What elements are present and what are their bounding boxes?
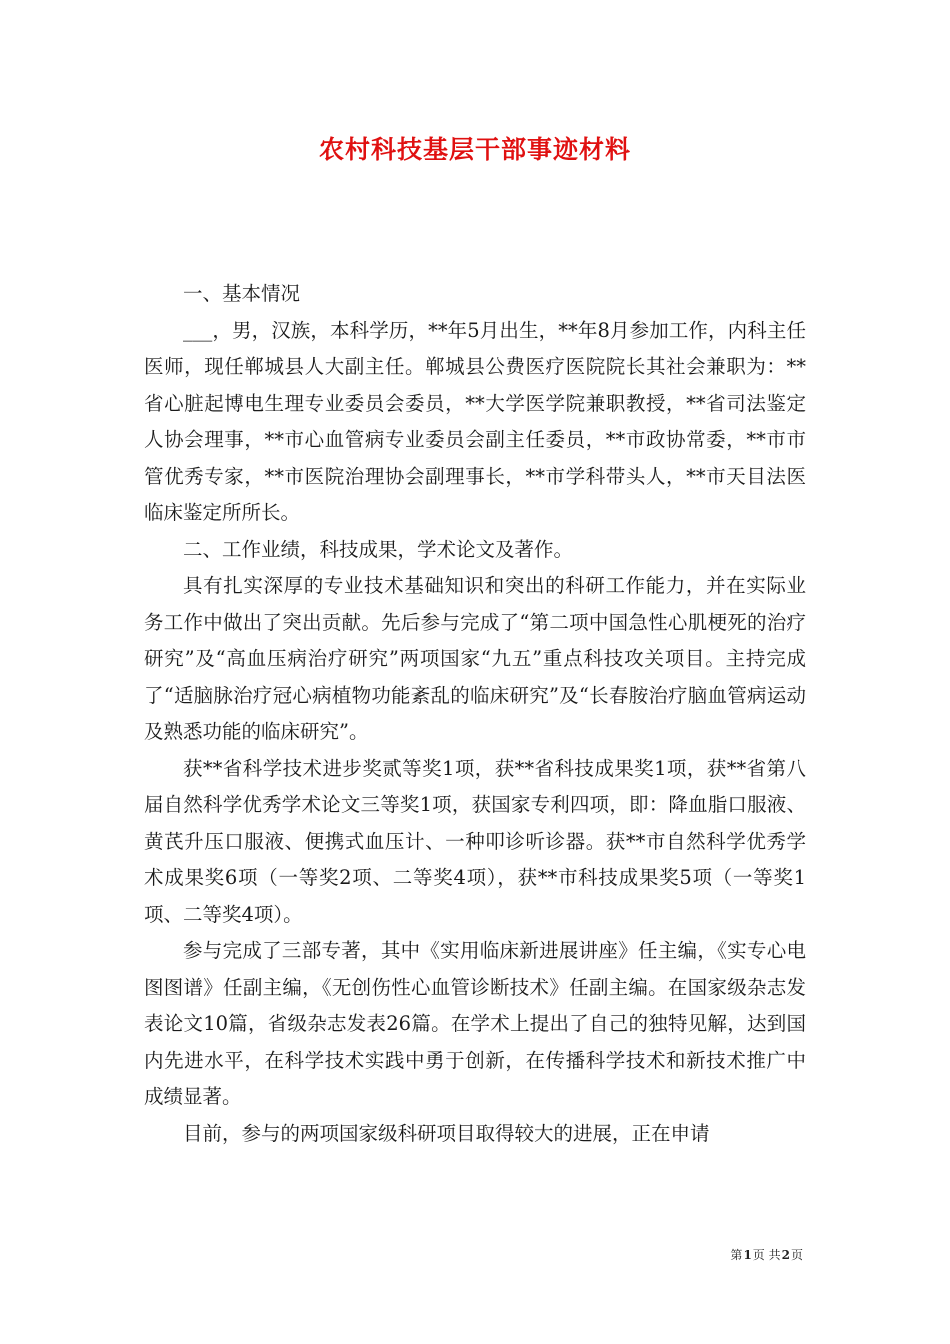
document-body	[144, 276, 806, 1152]
paragraph-publications: 参与完成了三部专著，其中《实用临床新进展讲座》任主编，《实专心电图图谱》任副主编，《无创伤性心血管诊断技术》任副主编。在国家级杂志发表论文10篇，省级杂志发表26篇。在学术上提出了自己的独特见解，达到国内先进水平，在科学技术实践中勇于创新，在传播科学技术和新技术推广中成绩显著。	[144, 939, 806, 1108]
footer-middle: 页 共	[752, 1248, 781, 1262]
footer-suffix: 页	[790, 1248, 803, 1262]
total-page-number: 2	[781, 1248, 790, 1262]
paragraph-profile: ___，男，汉族，本科学历，**年5月出生，**年8月参加工作，内科主任医师，现任郸城县人大副主任。郸城县公费医疗医院院长其社会兼职为：**省心脏起博电生理专业委员会委员，**大学医学院兼职教授，**省司法鉴定人协会理事，**市心血管病专业委员会副主任委员，**市政协常委，**市市管优秀专家，**市医院治理协会副理事长，**市学科带头人，**市天目法医临床鉴定所所长。	[144, 318, 806, 524]
current-page-number: 1	[743, 1248, 752, 1262]
paragraph-current-projects: 目前，参与的两项国家级科研项目取得较大的进展，正在申请	[183, 1121, 710, 1145]
section-heading-achievements: 二、工作业绩，科技成果，学术论文及著作。	[183, 537, 574, 561]
footer-prefix: 第	[730, 1248, 743, 1262]
paragraph-awards: 获**省科学技术进步奖贰等奖1项，获**省科技成果奖1项，获**省第八届自然科学优秀学术论文三等奖1项，获国家专利四项，即：降血脂口服液、黄芪升压口服液、便携式血压计、一种叩诊听诊器。获**市自然科学优秀学术成果奖6项（一等奖2项、二等奖4项），获**市科技成果奖5项（一等奖1项、二等奖4项）。	[144, 756, 806, 926]
page-number-footer	[730, 1247, 803, 1263]
document-title: 农村科技基层干部事迹材料	[318, 135, 631, 164]
section-heading-basic-info: 一、基本情况	[183, 282, 301, 305]
paragraph-research: 具有扎实深厚的专业技术基础知识和突出的科研工作能力，并在实际业务工作中做出了突出贡献。先后参与完成了“第二项中国急性心肌梗死的治疗研究”及“高血压病治疗研究”两项国家“九五”重点科技攻关项目。主持完成了“适脑脉治疗冠心病植物功能紊乱的临床研究”及“长春胺治疗脑血管病运动及熟悉功能的临床研究”。	[144, 574, 806, 743]
